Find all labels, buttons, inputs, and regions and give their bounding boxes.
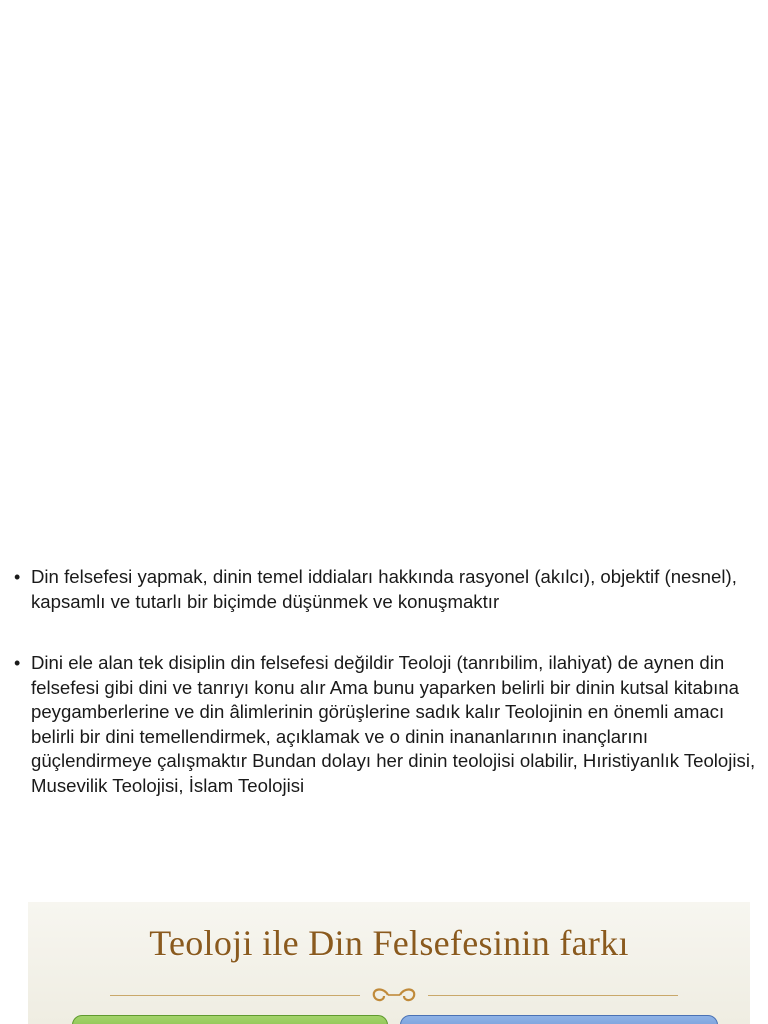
scroll-ornament-icon [366, 982, 422, 1008]
left-comparison-box [72, 1015, 388, 1024]
bullet-text: Din felsefesi yapmak, dinin temel iddiaları hakkında rasyonel (akılcı), objektif (nesnel), kapsamlı ve tutarlı bir biçimde düşünmek ve konuşmaktır [31, 566, 737, 612]
right-divider [428, 995, 678, 996]
bullet-list [14, 565, 759, 798]
slide-title: Teoloji ile Din Felsefesinin farkı [149, 923, 629, 963]
bullet-dot: • [14, 653, 21, 673]
left-divider [110, 995, 360, 996]
bullet-text: Dini ele alan tek disiplin din felsefesi değildir Teoloji (tanrıbilim, ilahiyat) de aynen din felsefesi gibi dini ve tanrıyı konu alır Ama bunu yaparken belirli bir dinin kutsal kitabına peygamberlerine ve din âlimlerinin görüşlerine sadık kalır Teolojinin en önemli amacı belirli bir dini temellendirmek, açıklamak ve o dinin inananlarının inançlarını güçlendirmeye çalışmaktır Bundan dolayı her dinin teolojisi olabilir, Hıristiyanlık Teolojisi, Musevilik Teolojisi, İslam Teolojisi [31, 652, 756, 796]
slide-image [28, 902, 750, 1024]
right-comparison-box [400, 1015, 718, 1024]
bullet-dot: • [14, 567, 21, 587]
bullet-item [14, 651, 759, 798]
bullet-item [14, 565, 759, 614]
